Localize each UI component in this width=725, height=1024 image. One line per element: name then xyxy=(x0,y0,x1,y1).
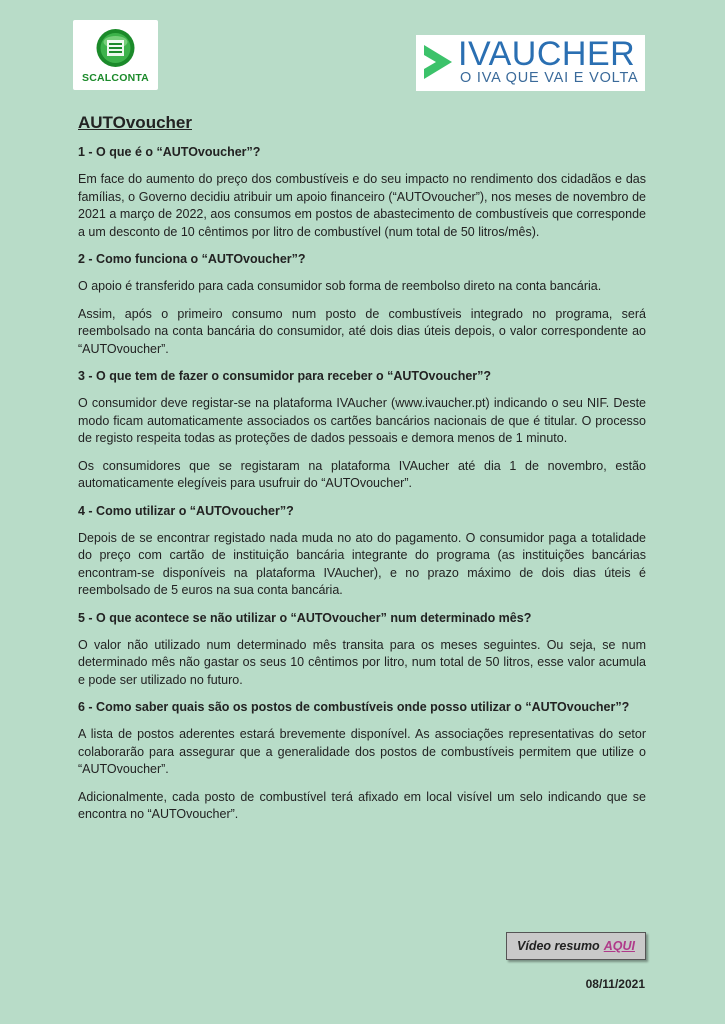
ivaucher-arrow-icon xyxy=(422,41,456,83)
section-heading: 3 - O que tem de fazer o consumidor para receber o “AUTOvoucher”? xyxy=(78,369,492,383)
document-title: AUTOvoucher xyxy=(78,113,192,132)
section-paragraph: Em face do aumento do preço dos combustíveis e do seu impacto no rendimento dos cidadãos e das famílias, o Governo decidiu atribuir um apoio financeiro (“AUTOvoucher”), nos meses de novembro de 2021 a março de 2022, aos consumos em postos de abastecimento de combustíveis que corresponde a um desconto de 10 cêntimos por litro de combustível (num total de 50 litros/mês). xyxy=(78,172,646,239)
section-heading: 4 - Como utilizar o “AUTOvoucher”? xyxy=(78,503,294,518)
document-date: 08/11/2021 xyxy=(585,977,645,991)
section-heading: 2 - Como funciona o “AUTOvoucher”? xyxy=(78,252,306,266)
ivaucher-logo-word: IVAUCHER xyxy=(458,35,636,73)
video-summary-label: Vídeo resumo xyxy=(517,939,600,953)
section-paragraph: O valor não utilizado num determinado mês transita para os meses seguintes. Ou seja, se num determinado mês não gastar os seus 10 cêntimos por litro, num total de 50 litros, esse valor acumula e pode ser utilizado no futuro. xyxy=(78,637,646,687)
section-paragraph: Assim, após o primeiro consumo num posto de combustíveis integrado no programa, será reembolsado na conta bancária do consumidor, até dois dias úteis depois, o valor correspondente ao “AUTOvoucher”. xyxy=(78,306,646,356)
section-paragraph: Os consumidores que se registaram na plataforma IVAucher até dia 1 de novembro, estão automaticamente elegíveis para usufruir do “AUTOvoucher”. xyxy=(78,458,646,490)
ivaucher-logo-tagline: O IVA QUE VAI E VOLTA xyxy=(460,70,639,86)
section-paragraph: O apoio é transferido para cada consumidor sob forma de reembolso direto na conta bancária. xyxy=(78,279,602,293)
scalconta-logo xyxy=(73,20,158,90)
section-heading: 6 - Como saber quais são os postos de combustíveis onde posso utilizar o “AUTOvoucher”? xyxy=(78,700,630,714)
video-summary-button[interactable] xyxy=(506,932,646,960)
document-body xyxy=(78,112,646,834)
ivaucher-logo xyxy=(416,35,645,91)
section-paragraph: Depois de se encontrar registado nada muda no ato do pagamento. O consumidor paga a totalidade do preço com cartão de instituição bancária integrante do programa (as instituições bancárias encontram-se disponíveis na plataforma IVAucher), e no prazo máximo de dois dias úteis é reembolsado de 5 euros na sua conta bancária. xyxy=(78,530,646,597)
section-paragraph: Adicionalmente, cada posto de combustível terá afixado em local visível um selo indicando que se encontra no “AUTOvoucher”. xyxy=(78,789,646,821)
scalconta-logo-text: SCALCONTA xyxy=(82,72,149,84)
scalconta-emblem-icon xyxy=(73,20,158,72)
section-heading: 5 - O que acontece se não utilizar o “AUTOvoucher” num determinado mês? xyxy=(78,610,532,625)
section-paragraph: O consumidor deve registar-se na plataforma IVAucher (www.ivaucher.pt) indicando o seu NIF. Deste modo ficam automaticamente associados os cartões bancários nacionais de que é titular. O processo de registo respeita todas as proteções de dados pessoais e demora menos de 1 minuto. xyxy=(78,396,646,445)
video-summary-link[interactable]: AQUI xyxy=(603,939,635,953)
section-paragraph: A lista de postos aderentes estará brevemente disponível. As associações representativas do setor colaborarão para assegurar que a generalidade dos postos de combustíveis permitem que utilize o “AUTOvoucher”. xyxy=(78,727,646,776)
section-heading: 1 - O que é o “AUTOvoucher”? xyxy=(78,145,261,159)
